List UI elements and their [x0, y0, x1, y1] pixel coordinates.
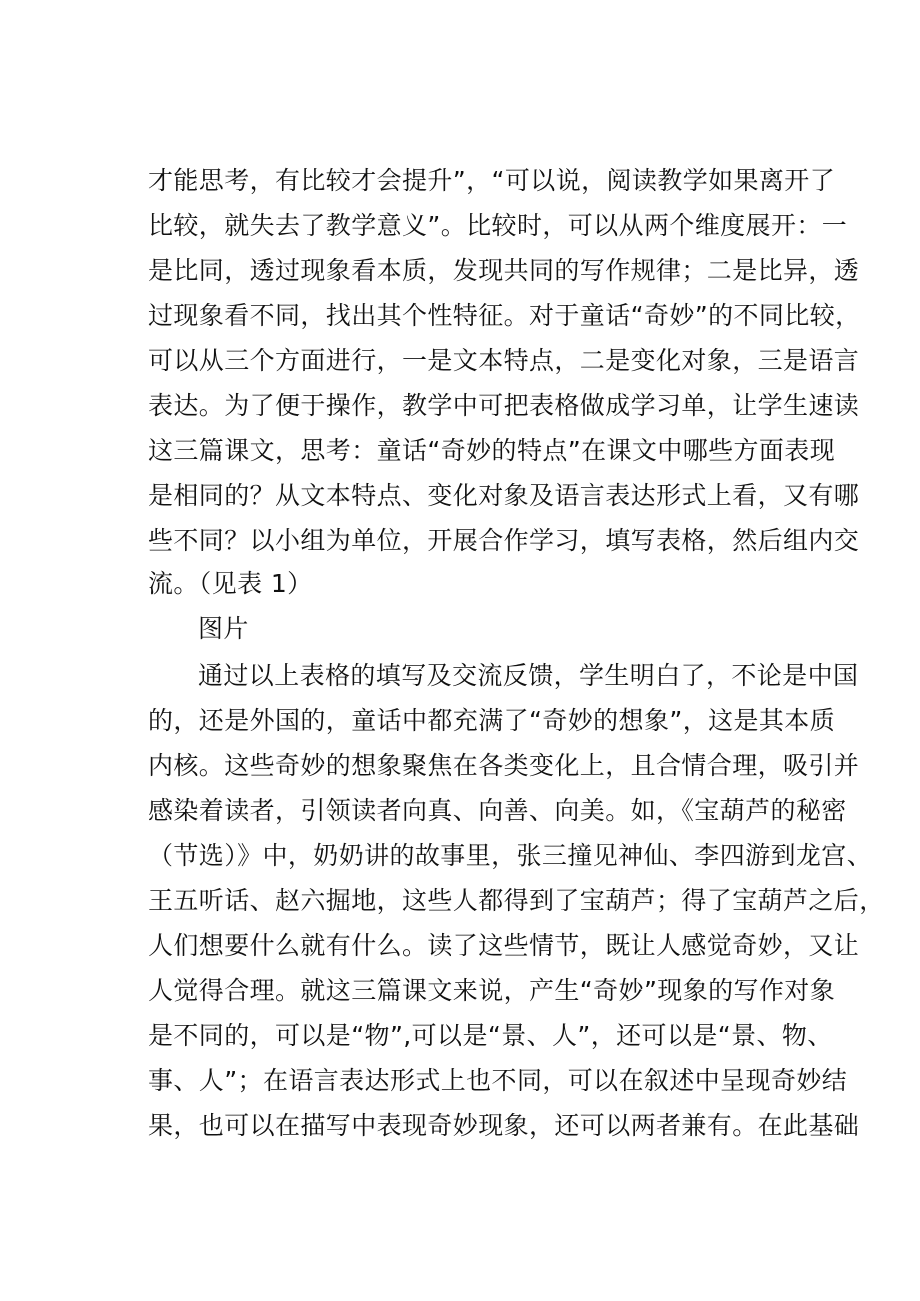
paragraph-line: 才能思考，有比较才会提升”，“可以说，阅读教学如果离开了: [148, 166, 836, 195]
paragraph-line: 人觉得合理。就这三篇课文来说，产生“奇妙”现象的写作对象: [148, 976, 836, 1005]
paragraph-line: 王五听话、赵六掘地，这些人都得到了宝葫芦；得了宝葫芦之后，: [148, 886, 885, 915]
image-caption: 图片: [198, 614, 249, 643]
paragraph-line: 可以从三个方面进行，一是文本特点，二是变化对象，三是语言: [148, 346, 860, 375]
paragraph-line: 人们想要什么就有什么。读了这些情节，既让人感觉奇妙，又让: [148, 931, 860, 960]
paragraph-line: （节选）》中，奶奶讲的故事里，张三撞见神仙、李四游到龙宫、: [148, 841, 873, 870]
paragraph-line: 比较，就失去了教学意义”。比较时，可以从两个维度展开：一: [148, 211, 848, 240]
paragraph-line: 事、人”；在语言表达形式上也不同，可以在叙述中呈现奇妙结: [148, 1066, 848, 1095]
paragraph-line: 的，还是外国的，童话中都充满了“奇妙的想象”，这是其本质: [148, 706, 836, 735]
paragraph-line: 内核。这些奇妙的想象聚焦在各类变化上，且合情合理，吸引并: [148, 751, 860, 780]
paragraph-line: 表达。为了便于操作，教学中可把表格做成学习单，让学生速读: [148, 391, 860, 420]
paragraph-line: 果，也可以在描写中表现奇妙现象，还可以两者兼有。在此基础: [148, 1111, 860, 1140]
paragraph-line: 过现象看不同，找出其个性特征。对于童话“奇妙”的不同比较，: [148, 301, 861, 330]
paragraph-line: 是不同的，可以是“物”,可以是“景、人”，还可以是“景、物、: [148, 1021, 833, 1050]
paragraph-line-first: 通过以上表格的填写及交流反馈，学生明白了，不论是中国: [198, 661, 859, 690]
paragraph-line: 感染着读者，引领读者向真、向善、向美。如，《宝葫芦的秘密: [148, 796, 847, 825]
paragraph-line-last: 流。（见表 1）: [148, 569, 313, 598]
paragraph-line: 是比同，透过现象看本质，发现共同的写作规律；二是比异，透: [148, 256, 860, 285]
paragraph-line: 这三篇课文，思考：童话“奇妙的特点”在课文中哪些方面表现: [148, 436, 836, 465]
paragraph-line: 是相同的？从文本特点、变化对象及语言表达形式上看，又有哪: [148, 481, 860, 510]
paragraph-line: 些不同？以小组为单位，开展合作学习，填写表格，然后组内交: [148, 526, 860, 555]
